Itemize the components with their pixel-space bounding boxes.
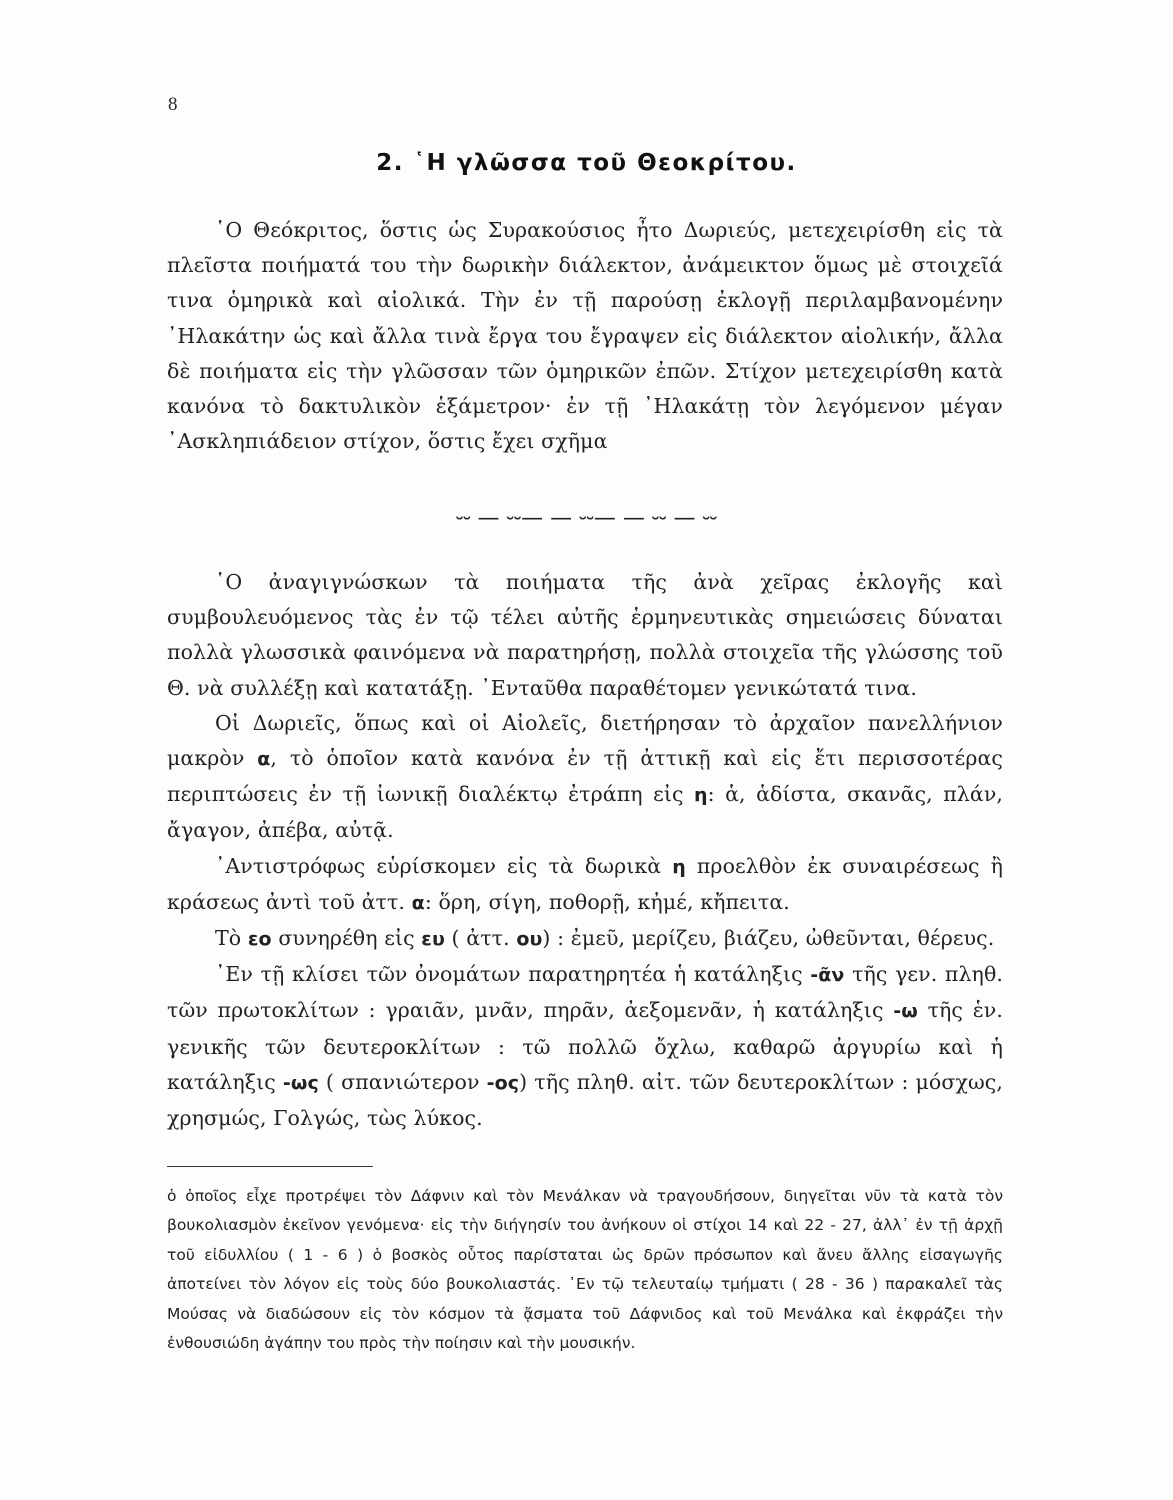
paragraph-5-text-a: ᾿Εν τῇ κλίσει τῶν ὀνομάτων παρατηρητέα ἡ κατάληξις bbox=[215, 962, 803, 987]
paragraph-2 bbox=[167, 706, 1003, 849]
bold-ou: ου bbox=[516, 928, 543, 951]
paragraph-4-text-d: ) : ἐμεῦ, μερίζευ, βιάζευ, ὠθεῦνται, θέρευς. bbox=[542, 926, 995, 951]
bold-alpha: α bbox=[257, 748, 271, 771]
paragraph-5-text-b: τῆς γεν. πληθ. τῶν πρωτοκλίτων : γραιᾶν, μνᾶν, πηρᾶν, ἀεξομενᾶν, ἡ κατάληξις bbox=[167, 962, 1004, 1023]
paragraph-3 bbox=[167, 849, 1003, 921]
paragraph-2-text-b: , τὸ ὁποῖον κατὰ κανόνα ἐν τῇ ἀττικῇ καὶ εἰς ἔτι περισσοτέρας περιπτώσεις ἐν τῇ ἰωνικῇ διαλέκτῳ ἐτράπη εἰς bbox=[167, 746, 1003, 807]
footnote-divider bbox=[167, 1166, 373, 1167]
bold-eo: εο bbox=[247, 928, 272, 951]
intro-text: ῾Ο Θεόκριτος, ὅστις ὡς Συρακούσιος ἦτο Δωριεύς, μετεχειρίσθη εἰς τὰ πλεῖστα ποιήματά του τὴν δωρικὴν διάλεκτον, ἀνάμεικτον ὅμως μὲ στοιχεῖά τινα ὁμηρικὰ καὶ αἰολικά. Τὴν ἐν τῇ παρούσῃ ἐκλογῇ περιλαμβανομένην ᾿Ηλακάτην ὡς καὶ ἄλλα τινὰ ἔργα του ἔγραψεν εἰς διάλεκτον αἰολικήν, ἄλλα δὲ ποιήματα εἰς τὴν γλῶσσαν τῶν ὁμηρικῶν ἐπῶν. Στίχον μετεχειρίσθη κατὰ κανόνα τὸ δακτυλικὸν ἑξάμετρον· ἐν τῇ ᾿Ηλακάτῃ τὸν λεγόμενον μέγαν ᾿Ασκληπιάδειον στίχον, ὅστις ἔχει σχῆμα bbox=[167, 218, 1003, 454]
paragraph-3-text-c: : ὅρη, σίγη, ποθορῇ, κἠμέ, κἤπειτα. bbox=[424, 889, 790, 914]
metrical-scheme: ⏑⏑ — ⏑⏑— — ⏑⏑— — ⏑⏑ — ⏑⏑ bbox=[455, 506, 718, 531]
paragraph-3-text-a: ᾿Αντιστρόφως εὑρίσκομεν εἰς τὰ δωρικὰ bbox=[215, 853, 662, 878]
footnote-text: ὁ ὁποῖος εἶχε προτρέψει τὸν Δάφνιν καὶ τὸν Μενάλκαν νὰ τραγουδήσουν, διηγεῖται νῦν τὰ κατὰ τὸν βουκολιασμὸν ἐκεῖνον γενόμενα· εἰς τὴν διήγησίν του ἀνήκουν οἱ στίχοι 14 καὶ 22 - 27, ἀλλ᾿ ἐν τῇ ἀρχῇ τοῦ εἰδυλλίου ( 1 - 6 ) ὁ βοσκὸς οὗτος παρίσταται ὡς δρῶν πρόσωπον καὶ ἄνευ ἄλλης εἰσαγωγῆς ἀποτείνει τὸν λόγον εἰς τοὺς δύο βουκολιαστάς. ᾿Εν τῷ τελευταίῳ τμήματι ( 28 - 36 ) παρακαλεῖ τὰς Μούσας νὰ διαδώσουν εἰς τὸν κόσμον τὰ ᾄσματα τοῦ Δάφνιδος καὶ τοῦ Μενάλκα καὶ ἐκφράζει τὴν ἐνθουσιώδη ἀγάπην του πρὸς τὴν ποίησιν καὶ τὴν μουσικήν. bbox=[167, 1187, 1003, 1353]
bold-ending-os: -ως bbox=[282, 1071, 319, 1094]
bold-alpha: α bbox=[411, 891, 425, 914]
bold-eu: ευ bbox=[421, 928, 445, 951]
paragraph-2-text-c: : ἁ, ἁδίστα, σκανᾶς, πλάν, ἄγαγον, ἀπέβα, αὐτᾷ. bbox=[167, 782, 1003, 843]
paragraph-4-text-a: Τὸ bbox=[215, 926, 242, 951]
intro-paragraph bbox=[167, 213, 1003, 459]
paragraph-5-text-c: τῆς ἑν. γενικῆς τῶν δευτεροκλίτων : τῶ πολλῶ ὄχλω, καθαρῶ ἀργυρίω καὶ ἡ κατάληξις bbox=[167, 998, 1003, 1094]
paragraph-4 bbox=[167, 921, 1003, 957]
page-number: 8 bbox=[168, 94, 178, 115]
main-text bbox=[167, 565, 1003, 1136]
paragraph-5-text-d: ( σπανιώτερον bbox=[325, 1069, 480, 1094]
bold-ending-an: -ᾶν bbox=[810, 964, 845, 987]
bold-eta: η bbox=[693, 784, 708, 807]
bold-ending-os-short: -ος bbox=[486, 1071, 520, 1094]
paragraph-5-text-e: ) τῆς πληθ. αἰτ. τῶν δευτεροκλίτων : μόσχως, χρησμώς, Γολγώς, τὼς λύκος. bbox=[167, 1069, 1003, 1131]
paragraph-5 bbox=[167, 957, 1003, 1136]
paragraph-2-text-a: Οἱ Δωριεῖς, ὅπως καὶ οἱ Αἰολεῖς, διετήρησαν τὸ ἀρχαῖον πανελλήνιον μακρὸν bbox=[167, 710, 1003, 771]
bold-eta: η bbox=[672, 855, 686, 878]
footnote bbox=[167, 1182, 1003, 1358]
paragraph-3-text-b: προελθὸν ἐκ συναιρέσεως ἢ κράσεως ἀντὶ τοῦ ἀττ. bbox=[167, 853, 1003, 914]
paragraph-4-text-b: συνηρέθη εἰς bbox=[278, 926, 415, 951]
bold-ending-o: -ω bbox=[893, 1000, 918, 1023]
section-title: 2. ῾Η γλῶσσα τοῦ Θεοκρίτου. bbox=[376, 150, 797, 176]
paragraph-4-text-c: ( ἀττ. bbox=[451, 926, 510, 951]
paragraph-1: ῾Ο ἀναγιγνώσκων τὰ ποιήματα τῆς ἀνὰ χεῖρας ἐκλογῆς καὶ συμβουλευόμενος τὰς ἐν τῷ τέλει αὐτῆς ἑρμηνευτικὰς σημειώσεις δύναται πολλὰ γλωσσικὰ φαινόμενα νὰ παρατηρήσῃ, πολλὰ στοιχεῖα τῆς γλώσσης τοῦ Θ. νὰ συλλέξῃ καὶ κατατάξῃ. ᾿Ενταῦθα παραθέτομεν γενικώτατά τινα. bbox=[167, 570, 1003, 700]
